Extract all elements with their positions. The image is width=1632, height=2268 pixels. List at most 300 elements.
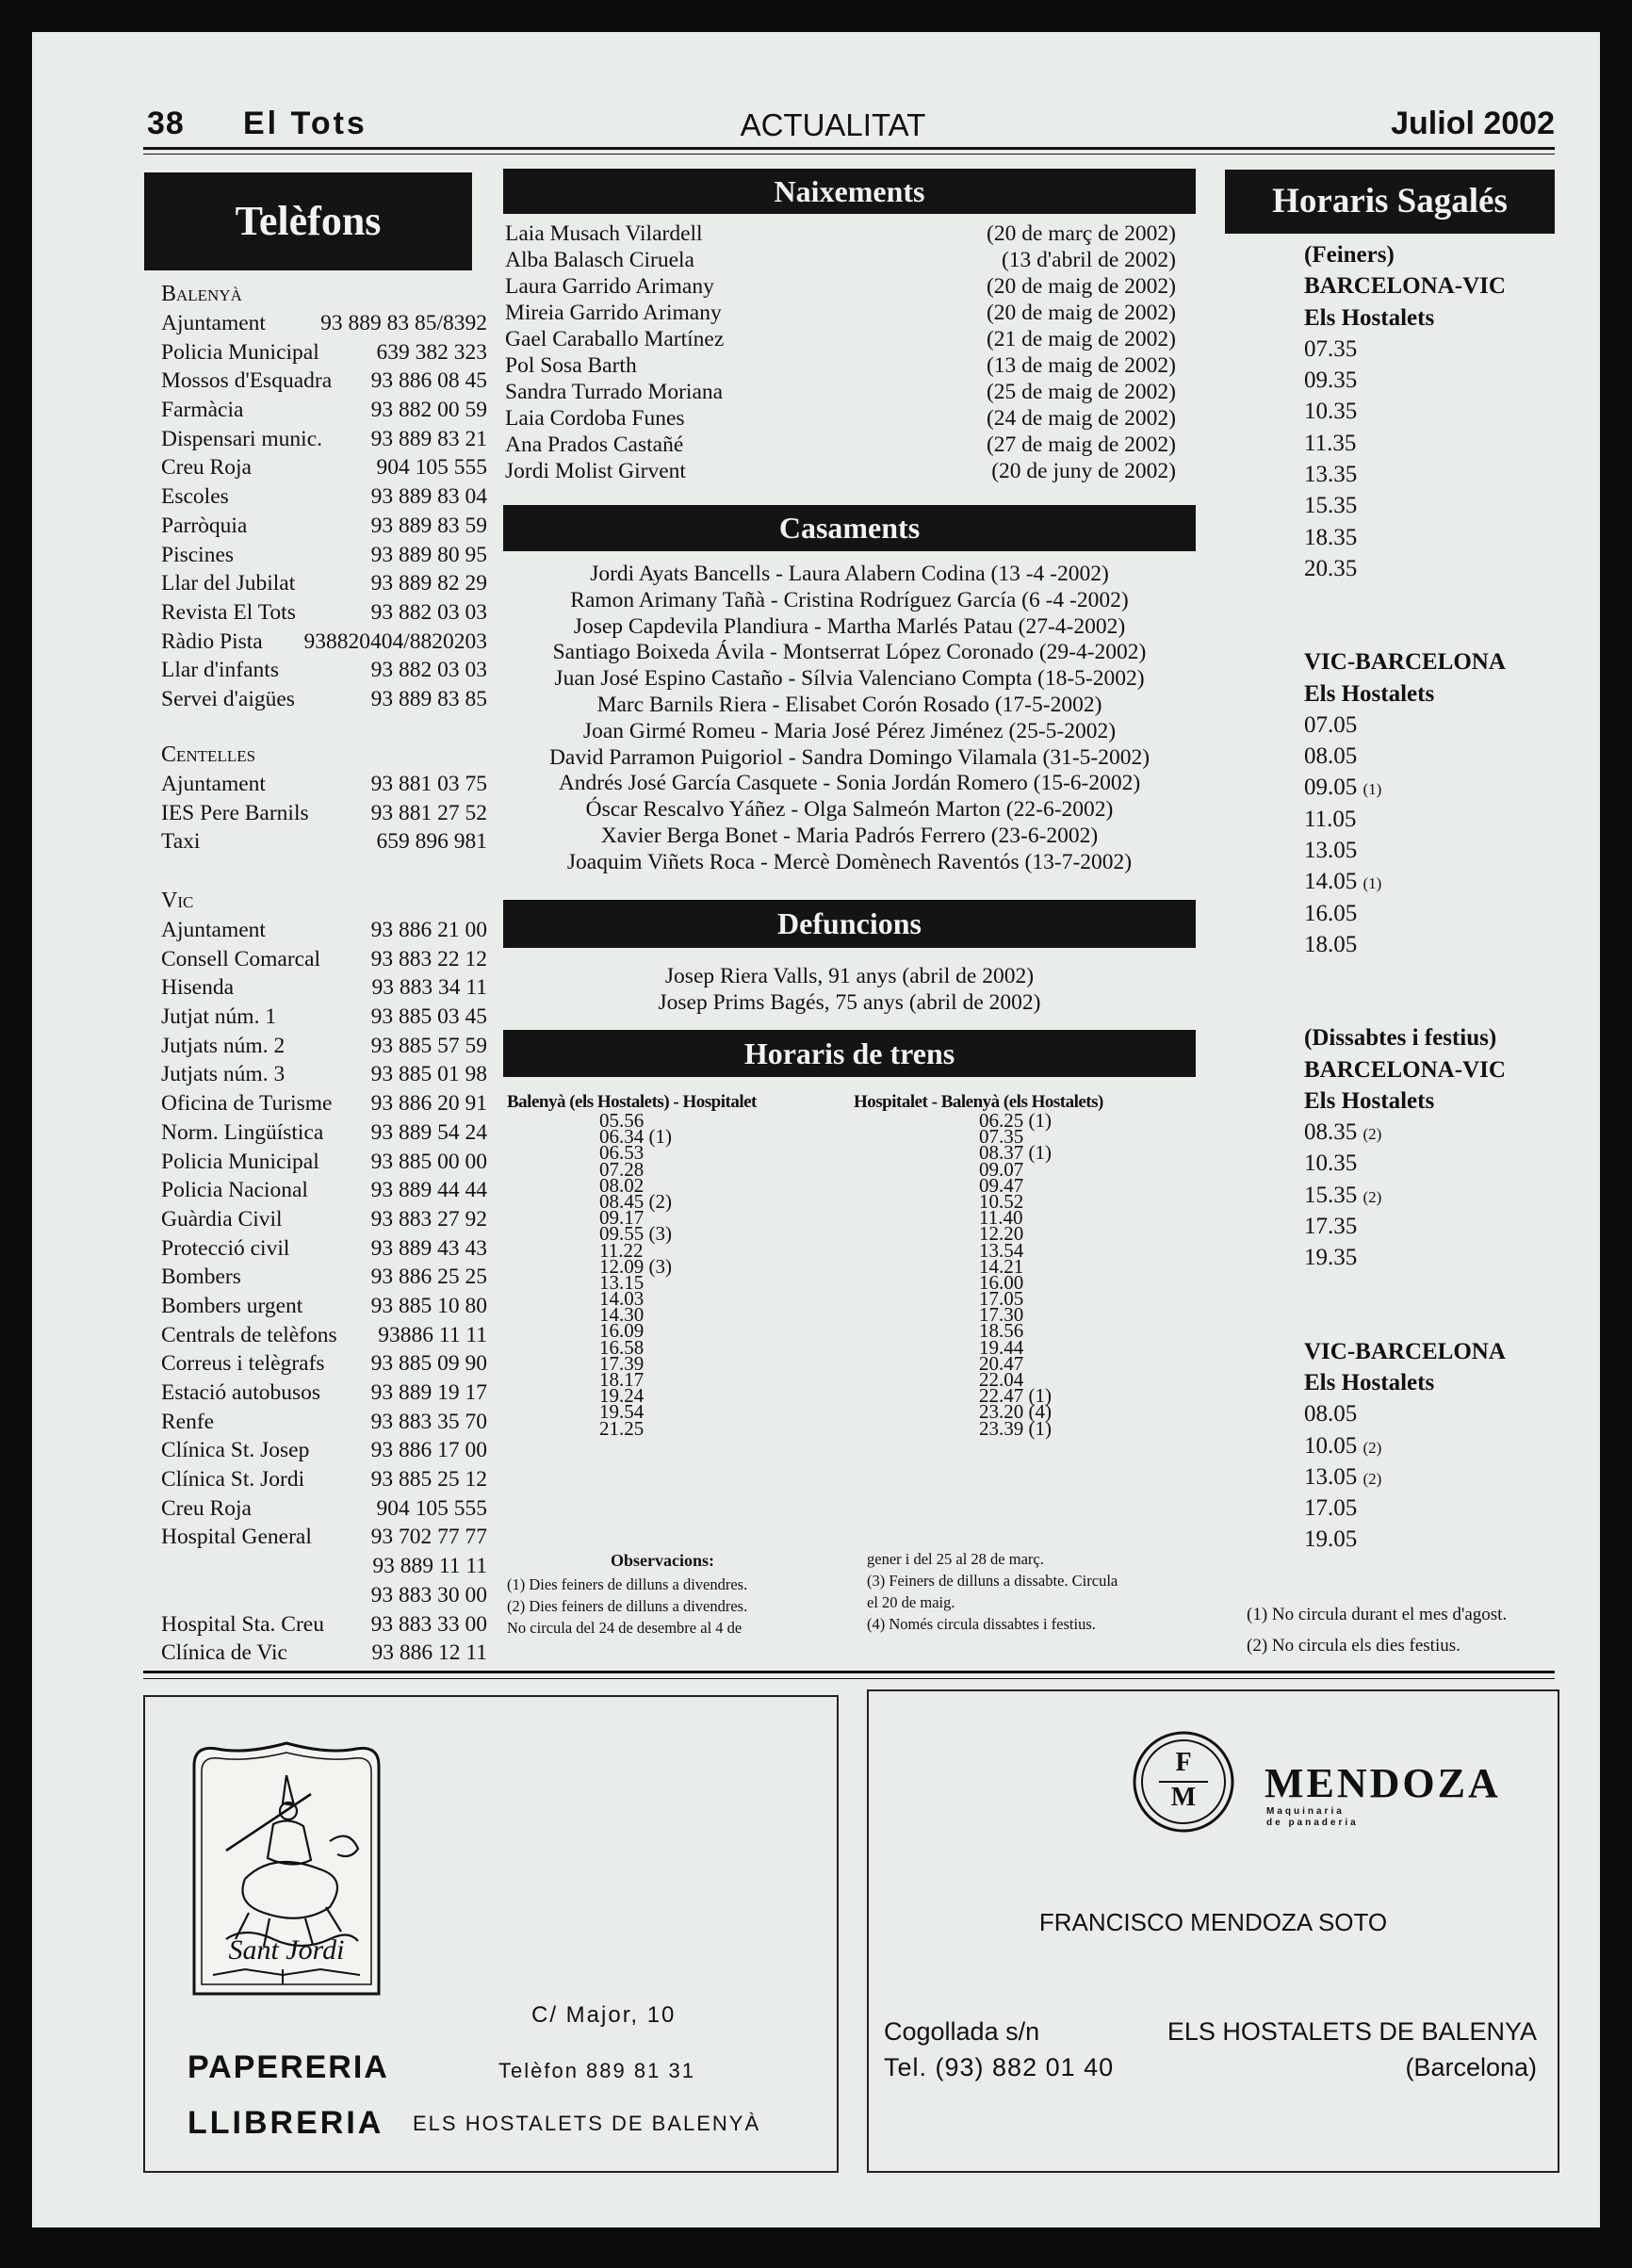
phone-entry — [161, 1408, 487, 1437]
phone-entry-name: Jutjat núm. 1 — [161, 1004, 277, 1030]
phone-entry — [161, 1263, 487, 1292]
train-time: 17.39 — [599, 1351, 645, 1375]
phone-entry-name: Clínica St. Jordi — [161, 1467, 305, 1493]
birth-date: (20 de juny de 2002) — [991, 459, 1176, 483]
birth-name: Sandra Turrado Moriana — [505, 380, 724, 404]
train-time: 14.30 — [599, 1303, 645, 1327]
phone-entry-number: 93 886 12 11 — [371, 1640, 487, 1666]
wedding-entry: Ramon Arimany Tañà - Cristina Rodríguez García (6 -4 -2002) — [570, 587, 1129, 612]
bus-time — [1304, 1148, 1506, 1179]
phone-entry — [161, 425, 487, 454]
phone-entry-number: 93 886 20 91 — [370, 1091, 487, 1117]
phone-entry — [161, 827, 487, 857]
page-number: 38 — [147, 106, 185, 141]
spacer — [1304, 1274, 1506, 1336]
bus-time — [1304, 365, 1506, 396]
phone-entry-name: Jutjats núm. 3 — [161, 1062, 286, 1087]
phone-entry-number: 93 889 11 11 — [372, 1554, 487, 1579]
phone-entry — [161, 512, 487, 541]
wedding-entry: Josep Capdevila Plandiura - Martha Marlés Patau (27-4-2002) — [573, 613, 1126, 639]
bus-route: VIC-BARCELONA — [1304, 1338, 1506, 1364]
phone-entry-name: Mossos d'Esquadra — [161, 368, 333, 394]
bus-time — [1304, 1430, 1506, 1461]
bus-time — [1304, 1461, 1506, 1493]
bus-time — [1304, 428, 1506, 459]
header-rule — [143, 147, 1555, 150]
bus-time — [1304, 1242, 1506, 1273]
phone-entry — [161, 1349, 487, 1379]
phone-entry-number: 93 889 44 44 — [370, 1178, 487, 1203]
phone-entry-name: Protecció civil — [161, 1235, 290, 1261]
phone-entry-name: Ajuntament — [161, 772, 266, 796]
bus-stop: Els Hostalets — [1304, 680, 1435, 707]
observation-line: (4) Només circula dissabtes i festius. — [867, 1615, 1096, 1633]
papereria-label: PAPERERIA — [188, 2049, 389, 2085]
phone-entry-name: Revista El Tots — [161, 599, 296, 625]
trens-col2-times — [979, 1109, 1052, 1440]
phone-entry-name: Hisenda — [161, 975, 235, 1001]
bus-time — [1304, 490, 1506, 521]
papereria-ad — [143, 1695, 839, 2173]
phone-group — [161, 280, 487, 714]
phone-entry — [161, 367, 487, 396]
bus-time-value: 10.05 — [1304, 1432, 1358, 1459]
train-time: 10.52 — [979, 1189, 1024, 1213]
train-time: 07.28 — [599, 1157, 645, 1181]
train-time: 20.47 — [979, 1351, 1024, 1375]
birth-name: Gael Caraballo Martínez — [505, 327, 725, 351]
train-time: 05.56 — [599, 1109, 645, 1132]
phone-entry-name: Ajuntament — [161, 918, 266, 942]
phone-entry — [161, 1494, 487, 1524]
birth-entry — [505, 273, 1176, 300]
bus-time — [1304, 1117, 1506, 1148]
birth-date: (21 de maig de 2002) — [986, 327, 1176, 351]
papereria-address: C/ Major, 10 — [531, 2002, 677, 2028]
phone-entry-name: Centrals de telèfons — [161, 1322, 337, 1347]
wedding-entry: Xavier Berga Bonet - Maria Padrós Ferrero (23-6-2002) — [600, 823, 1099, 848]
phone-entry-name: Bombers — [161, 1265, 241, 1290]
phone-entry-name: Servei d'aigües — [161, 686, 295, 711]
phone-entry-name: Ajuntament — [161, 311, 266, 335]
phone-entry — [161, 770, 487, 799]
sagales-schedule — [1304, 239, 1506, 1556]
phone-entry-number: 639 382 323 — [376, 339, 487, 365]
phone-entry — [161, 569, 487, 598]
phone-entry-number: 93 885 01 98 — [370, 1062, 487, 1087]
bus-time-value: 07.35 — [1304, 335, 1358, 362]
bus-stop: Els Hostalets — [1304, 1087, 1435, 1114]
train-time: 17.05 — [979, 1287, 1024, 1311]
phone-entry-name: Creu Roja — [161, 1495, 252, 1521]
birth-name: Alba Balasch Ciruela — [505, 248, 694, 272]
bus-route: BARCELONA-VIC — [1304, 273, 1506, 300]
phone-entry-name: Taxi — [161, 829, 201, 855]
sagales-note: (1) No circula durant el mes d'agost. — [1247, 1605, 1508, 1624]
train-time: 11.40 — [979, 1206, 1023, 1230]
bus-time-value: 18.05 — [1304, 931, 1358, 957]
train-time: 06.25 (1) — [979, 1109, 1052, 1132]
observation-line: No circula del 24 de desembre al 4 de — [507, 1619, 743, 1637]
phone-entry-number: 93 883 33 00 — [370, 1611, 487, 1637]
birth-name: Laura Garrido Arimany — [505, 274, 714, 299]
phone-entry-name: Jutjats núm. 2 — [161, 1033, 286, 1058]
tagline-1: Maquinaria — [1266, 1806, 1345, 1817]
phone-entry-name: Escoles — [161, 484, 229, 510]
issue-date: Juliol 2002 — [1391, 106, 1555, 141]
birth-entry — [505, 247, 1176, 273]
bus-time-value: 08.05 — [1304, 1401, 1358, 1428]
train-time: 14.21 — [979, 1254, 1024, 1278]
phone-entry — [161, 1176, 487, 1205]
phone-entry-number: 93 889 54 24 — [370, 1119, 487, 1145]
observations-title: Observacions: — [611, 1551, 714, 1570]
mendoza-phone: Tel. (93) 882 01 40 — [884, 2053, 1115, 2081]
tagline-2: de panaderia — [1266, 1818, 1359, 1828]
phone-entry-number: 93 883 22 12 — [370, 946, 487, 971]
bus-time — [1304, 741, 1506, 772]
train-time: 21.25 — [599, 1416, 645, 1440]
bus-time — [1304, 929, 1506, 960]
birth-entry — [505, 326, 1176, 352]
birth-name: Pol Sosa Barth — [505, 353, 637, 378]
wedding-entry: David Parramon Puigoriol - Sandra Domingo Vilamala (31-5-2002) — [548, 744, 1151, 770]
train-time: 17.30 — [979, 1303, 1024, 1327]
casaments-title: Casaments — [503, 505, 1196, 551]
phone-entry — [161, 396, 487, 425]
spacer — [1304, 960, 1506, 1022]
birth-entry — [505, 220, 1176, 247]
naixements-list — [505, 220, 1176, 484]
phone-group-name: Balenyà — [161, 282, 242, 306]
monogram-top: F — [1175, 1748, 1192, 1777]
phone-group-name: Centelles — [161, 742, 256, 767]
bus-time — [1304, 1180, 1506, 1211]
train-time: 16.09 — [599, 1319, 645, 1343]
phone-entry — [161, 338, 487, 367]
death-entry: Josep Riera Valls, 91 anys (abril de 2002) — [664, 964, 1035, 988]
bus-time-value: 10.35 — [1304, 399, 1358, 425]
publication-name: El Tots — [243, 106, 367, 141]
birth-name: Ana Prados Castañé — [505, 432, 684, 457]
phone-entry-name: Norm. Lingüística — [161, 1119, 324, 1145]
phone-entry — [161, 1148, 487, 1177]
bus-time — [1304, 866, 1506, 897]
bus-time — [1304, 522, 1506, 553]
bus-time — [1304, 459, 1506, 490]
bus-stop: Els Hostalets — [1304, 1369, 1435, 1395]
wedding-entry: Andrés José García Casquete - Sonia Jordán Romero (15-6-2002) — [558, 771, 1141, 796]
wedding-entry: Jordi Ayats Bancells - Laura Alabern Codina (13 -4 -2002) — [590, 562, 1109, 586]
phone-entry-number: 93 889 83 85 — [370, 686, 487, 711]
phone-entry-number: 93 889 83 21 — [370, 426, 487, 451]
phone-entry-number: 93 889 80 95 — [370, 542, 487, 567]
train-time: 09.55 (3) — [599, 1222, 672, 1246]
birth-entry — [505, 405, 1176, 432]
phone-group-name: Vic — [161, 889, 194, 913]
header-rule-thin — [143, 154, 1555, 155]
phone-entry — [161, 1060, 487, 1089]
bus-time — [1304, 804, 1506, 835]
phone-entry-number: 93 883 34 11 — [371, 975, 487, 1001]
phone-entry-name: Hospital General — [161, 1525, 312, 1550]
wedding-entry: Marc Barnils Riera - Elisabet Corón Rosado (17-5-2002) — [596, 692, 1102, 717]
phone-entry-name: Piscines — [161, 542, 235, 567]
phone-entry-number: 93 886 17 00 — [370, 1438, 487, 1463]
papereria-phone: Telèfon 889 81 31 — [498, 2059, 695, 2082]
bus-time-value: 20.35 — [1304, 555, 1358, 581]
llibreria-label: LLIBRERIA — [188, 2105, 384, 2141]
observation-line: (3) Feiners de dilluns a dissabte. Circula — [867, 1572, 1118, 1590]
bus-time-note: (2) — [1363, 1187, 1382, 1206]
observation-line: el 20 de maig. — [867, 1593, 955, 1611]
bus-time — [1304, 396, 1506, 427]
train-time: 23.20 (4) — [979, 1400, 1052, 1424]
phone-entry — [161, 1436, 487, 1465]
phone-entry-number: 93 889 19 17 — [370, 1380, 487, 1405]
phone-entry — [161, 916, 487, 945]
phone-entry-number: 938820404/8820203 — [303, 628, 487, 654]
phone-entry-number: 93 885 10 80 — [370, 1293, 487, 1318]
phone-entry — [161, 656, 487, 685]
trens-col2-header: Hospitalet - Balenyà (els Hostalets) — [854, 1092, 1103, 1112]
birth-entry — [505, 352, 1176, 379]
birth-entry — [505, 458, 1176, 484]
bottom-rule-thin — [143, 1678, 1555, 1679]
train-time: 09.07 — [979, 1157, 1024, 1181]
festius-label: (Dissabtes i festius) — [1304, 1025, 1497, 1052]
phone-entry-name: Clínica St. Josep — [161, 1438, 310, 1463]
phone-entry-name: Estació autobusos — [161, 1380, 321, 1405]
phone-entry — [161, 1465, 487, 1494]
bus-time — [1304, 334, 1506, 365]
phone-entry-name: Consell Comarcal — [161, 946, 321, 971]
mendoza-address: Cogollada s/n — [884, 2017, 1040, 2046]
train-time: 19.44 — [979, 1335, 1024, 1359]
spacer — [1304, 584, 1506, 646]
phone-group — [161, 887, 487, 1668]
bus-time-value: 19.05 — [1304, 1526, 1358, 1553]
train-time: 23.39 (1) — [979, 1416, 1052, 1440]
casaments-list — [503, 562, 1196, 876]
phone-entry-name: Renfe — [161, 1409, 215, 1434]
train-time: 08.45 (2) — [599, 1189, 672, 1213]
train-time: 08.02 — [599, 1173, 645, 1197]
birth-entry — [505, 432, 1176, 458]
train-time: 06.53 — [599, 1141, 645, 1165]
phone-entry-name: Llar del Jubilat — [161, 571, 296, 596]
phone-entry-name: Farmàcia — [161, 398, 244, 423]
train-time: 13.54 — [979, 1238, 1024, 1262]
observation-line: (1) Dies feiners de dilluns a divendres. — [507, 1575, 748, 1593]
bus-time-value: 07.05 — [1304, 711, 1358, 738]
phone-entry-number: 93 889 43 43 — [370, 1235, 487, 1261]
wedding-entry: Santiago Boixeda Ávila - Montserrat López Coronado (29-4-2002) — [552, 640, 1147, 665]
wedding-entry: Juan José Espino Castaño - Sílvia Valenciano Compta (18-5-2002) — [554, 666, 1145, 692]
phone-entry — [161, 1032, 487, 1061]
phone-entry-number: 93 889 83 59 — [370, 513, 487, 538]
bus-time-note: (2) — [1363, 1125, 1382, 1144]
death-entry: Josep Prims Bagés, 75 anys (abril de 2002) — [658, 989, 1041, 1015]
bus-time-value: 13.05 — [1304, 838, 1358, 864]
train-time: 19.24 — [599, 1384, 645, 1408]
bus-time-value: 14.05 — [1304, 869, 1358, 895]
phone-entry — [161, 945, 487, 974]
birth-date: (20 de maig de 2002) — [986, 274, 1176, 299]
sant-jordi-logo — [188, 1738, 384, 2003]
naixements-title: Naixements — [503, 169, 1196, 214]
phone-entry — [161, 1205, 487, 1234]
bottom-rule — [143, 1671, 1555, 1673]
phone-entry-name: Dispensari munic. — [161, 426, 322, 451]
bus-time — [1304, 1398, 1506, 1429]
bus-time — [1304, 710, 1506, 741]
page-header — [111, 106, 1555, 153]
bus-time — [1304, 898, 1506, 929]
bus-stop: Els Hostalets — [1304, 304, 1435, 331]
wedding-entry: Joan Girmé Romeu - Maria José Pérez Jiménez (25-5-2002) — [582, 718, 1117, 743]
bus-time-value: 15.35 — [1304, 1182, 1358, 1208]
train-time: 08.37 (1) — [979, 1141, 1052, 1165]
phone-entry — [161, 1292, 487, 1321]
phone-entry-name: Llar d'infants — [161, 658, 279, 683]
wedding-entry: Óscar Rescalvo Yáñez - Olga Salmeón Marton (22-6-2002) — [585, 797, 1114, 823]
section-title: ACTUALITAT — [740, 107, 926, 142]
bus-time-value: 19.35 — [1304, 1245, 1358, 1271]
bus-time-value: 11.35 — [1304, 430, 1357, 456]
train-time: 19.54 — [599, 1400, 645, 1424]
bus-time-note: (2) — [1363, 1438, 1382, 1457]
wedding-entry: Joaquim Viñets Roca - Mercè Domènech Raventós (13-7-2002) — [566, 849, 1133, 874]
train-time: 12.20 — [979, 1222, 1024, 1246]
phone-entry-number: 93 881 03 75 — [370, 772, 487, 796]
train-time: 16.58 — [599, 1335, 645, 1359]
phone-entry-name: Parròquia — [161, 513, 248, 538]
mendoza-town: ELS HOSTALETS DE BALENYA — [1167, 2017, 1537, 2046]
train-time: 18.56 — [979, 1319, 1024, 1343]
phone-entry — [161, 1234, 487, 1264]
phone-entry-name: Ràdio Pista — [161, 628, 263, 654]
phone-entry — [161, 1321, 487, 1350]
phone-entry-number: 93 882 03 03 — [370, 658, 487, 683]
bus-time — [1304, 1211, 1506, 1242]
mendoza-tagline — [1266, 1806, 1359, 1829]
birth-date: (24 de maig de 2002) — [986, 406, 1176, 431]
phone-entry-number: 659 896 981 — [376, 829, 487, 855]
phone-entry-name: Policia Nacional — [161, 1178, 308, 1203]
phone-entry-number: 93 889 83 04 — [370, 484, 487, 510]
phone-entry — [161, 482, 487, 512]
bus-time-value: 13.05 — [1304, 1463, 1358, 1490]
bus-time-value: 15.35 — [1304, 493, 1358, 519]
train-time: 09.17 — [599, 1206, 645, 1230]
bus-time-value: 08.35 — [1304, 1119, 1358, 1146]
phone-entry-name: IES Pere Barnils — [161, 800, 309, 825]
trens-title: Horaris de trens — [503, 1030, 1196, 1077]
papereria-town: ELS HOSTALETS DE BALENYÀ — [413, 2112, 761, 2135]
bus-time — [1304, 553, 1506, 584]
mendoza-owner: FRANCISCO MENDOZA SOTO — [1038, 1908, 1388, 1936]
observation-line: gener i del 25 al 28 de març. — [867, 1550, 1044, 1568]
sagales-title: Horaris Sagalés — [1225, 170, 1555, 234]
phone-entry — [161, 799, 487, 828]
phone-entry-number: 93 883 30 00 — [370, 1582, 487, 1607]
train-time: 06.34 (1) — [599, 1125, 672, 1149]
bus-route: BARCELONA-VIC — [1304, 1056, 1506, 1083]
phone-entry — [161, 1552, 487, 1581]
bus-time-value: 17.05 — [1304, 1495, 1358, 1522]
bus-time-value: 09.05 — [1304, 775, 1358, 801]
observation-line: (2) Dies feiners de dilluns a divendres. — [507, 1597, 748, 1615]
birth-name: Jordi Molist Girvent — [505, 459, 686, 483]
phone-entry-number: 93 702 77 77 — [370, 1525, 487, 1550]
phone-entry-name: Clínica de Vic — [161, 1640, 287, 1666]
phone-entry-name: Correus i telègrafs — [161, 1351, 325, 1377]
birth-entry — [505, 300, 1176, 326]
bus-time — [1304, 1524, 1506, 1555]
birth-name: Laia Cordoba Funes — [505, 406, 685, 431]
bus-time-value: 09.35 — [1304, 367, 1358, 394]
phone-entry-number: 93 883 35 70 — [370, 1409, 487, 1434]
bus-time-value: 17.35 — [1304, 1214, 1358, 1240]
mendoza-brand: MENDOZA — [1265, 1760, 1501, 1806]
phone-entry — [161, 1003, 487, 1032]
birth-date: (13 d'abril de 2002) — [1001, 248, 1176, 272]
phone-entry-number: 904 105 555 — [376, 1495, 487, 1521]
bus-time-value: 10.35 — [1304, 1150, 1358, 1177]
phone-entry — [161, 1379, 487, 1408]
phone-entry-name: Creu Roja — [161, 455, 252, 481]
phone-entry — [161, 1089, 487, 1118]
train-time: 11.22 — [599, 1238, 644, 1262]
fm-monogram-icon — [1131, 1729, 1236, 1835]
telefons-title: Telèfons — [144, 172, 472, 270]
monogram-bottom: M — [1170, 1783, 1197, 1812]
bus-time-value: 16.05 — [1304, 900, 1358, 926]
train-time: 09.47 — [979, 1173, 1024, 1197]
phone-entry-number: 93 885 00 00 — [370, 1149, 487, 1174]
birth-date: (27 de maig de 2002) — [986, 432, 1176, 457]
bus-time-note: (1) — [1363, 780, 1382, 799]
sagales-note: (2) No circula els dies festius. — [1247, 1636, 1461, 1656]
train-time: 12.09 (3) — [599, 1254, 672, 1278]
train-time: 14.03 — [599, 1287, 645, 1311]
phone-entry-number: 93 889 83 85/8392 — [320, 311, 487, 335]
bus-time-note: (1) — [1363, 874, 1382, 893]
phone-entry-number: 93 886 08 45 — [370, 368, 487, 394]
phone-entry — [161, 685, 487, 714]
phone-entry-number: 93 885 57 59 — [370, 1033, 487, 1058]
phone-entry-number: 93 882 00 59 — [370, 398, 487, 423]
train-time: 13.15 — [599, 1270, 645, 1294]
phone-entry-number: 93 882 03 03 — [370, 599, 487, 625]
bus-route: VIC-BARCELONA — [1304, 649, 1506, 676]
bus-time-value: 13.35 — [1304, 462, 1358, 488]
train-time: 07.35 — [979, 1125, 1024, 1149]
phone-entry-name: Oficina de Turisme — [161, 1091, 333, 1117]
phone-entry-number: 93 889 82 29 — [370, 571, 487, 596]
bus-time — [1304, 772, 1506, 803]
phone-entry — [161, 309, 487, 338]
phone-entry-name: Guàrdia Civil — [161, 1206, 283, 1232]
birth-name: Mireia Garrido Arimany — [505, 301, 722, 325]
bus-time-value: 08.05 — [1304, 743, 1358, 770]
phone-entry-number: 93 886 25 25 — [370, 1265, 487, 1290]
train-time: 22.04 — [979, 1368, 1024, 1391]
phone-entry-number: 93886 11 11 — [378, 1322, 487, 1347]
phone-entry — [161, 1523, 487, 1552]
logo-text: Sant Jordi — [228, 1934, 345, 1966]
